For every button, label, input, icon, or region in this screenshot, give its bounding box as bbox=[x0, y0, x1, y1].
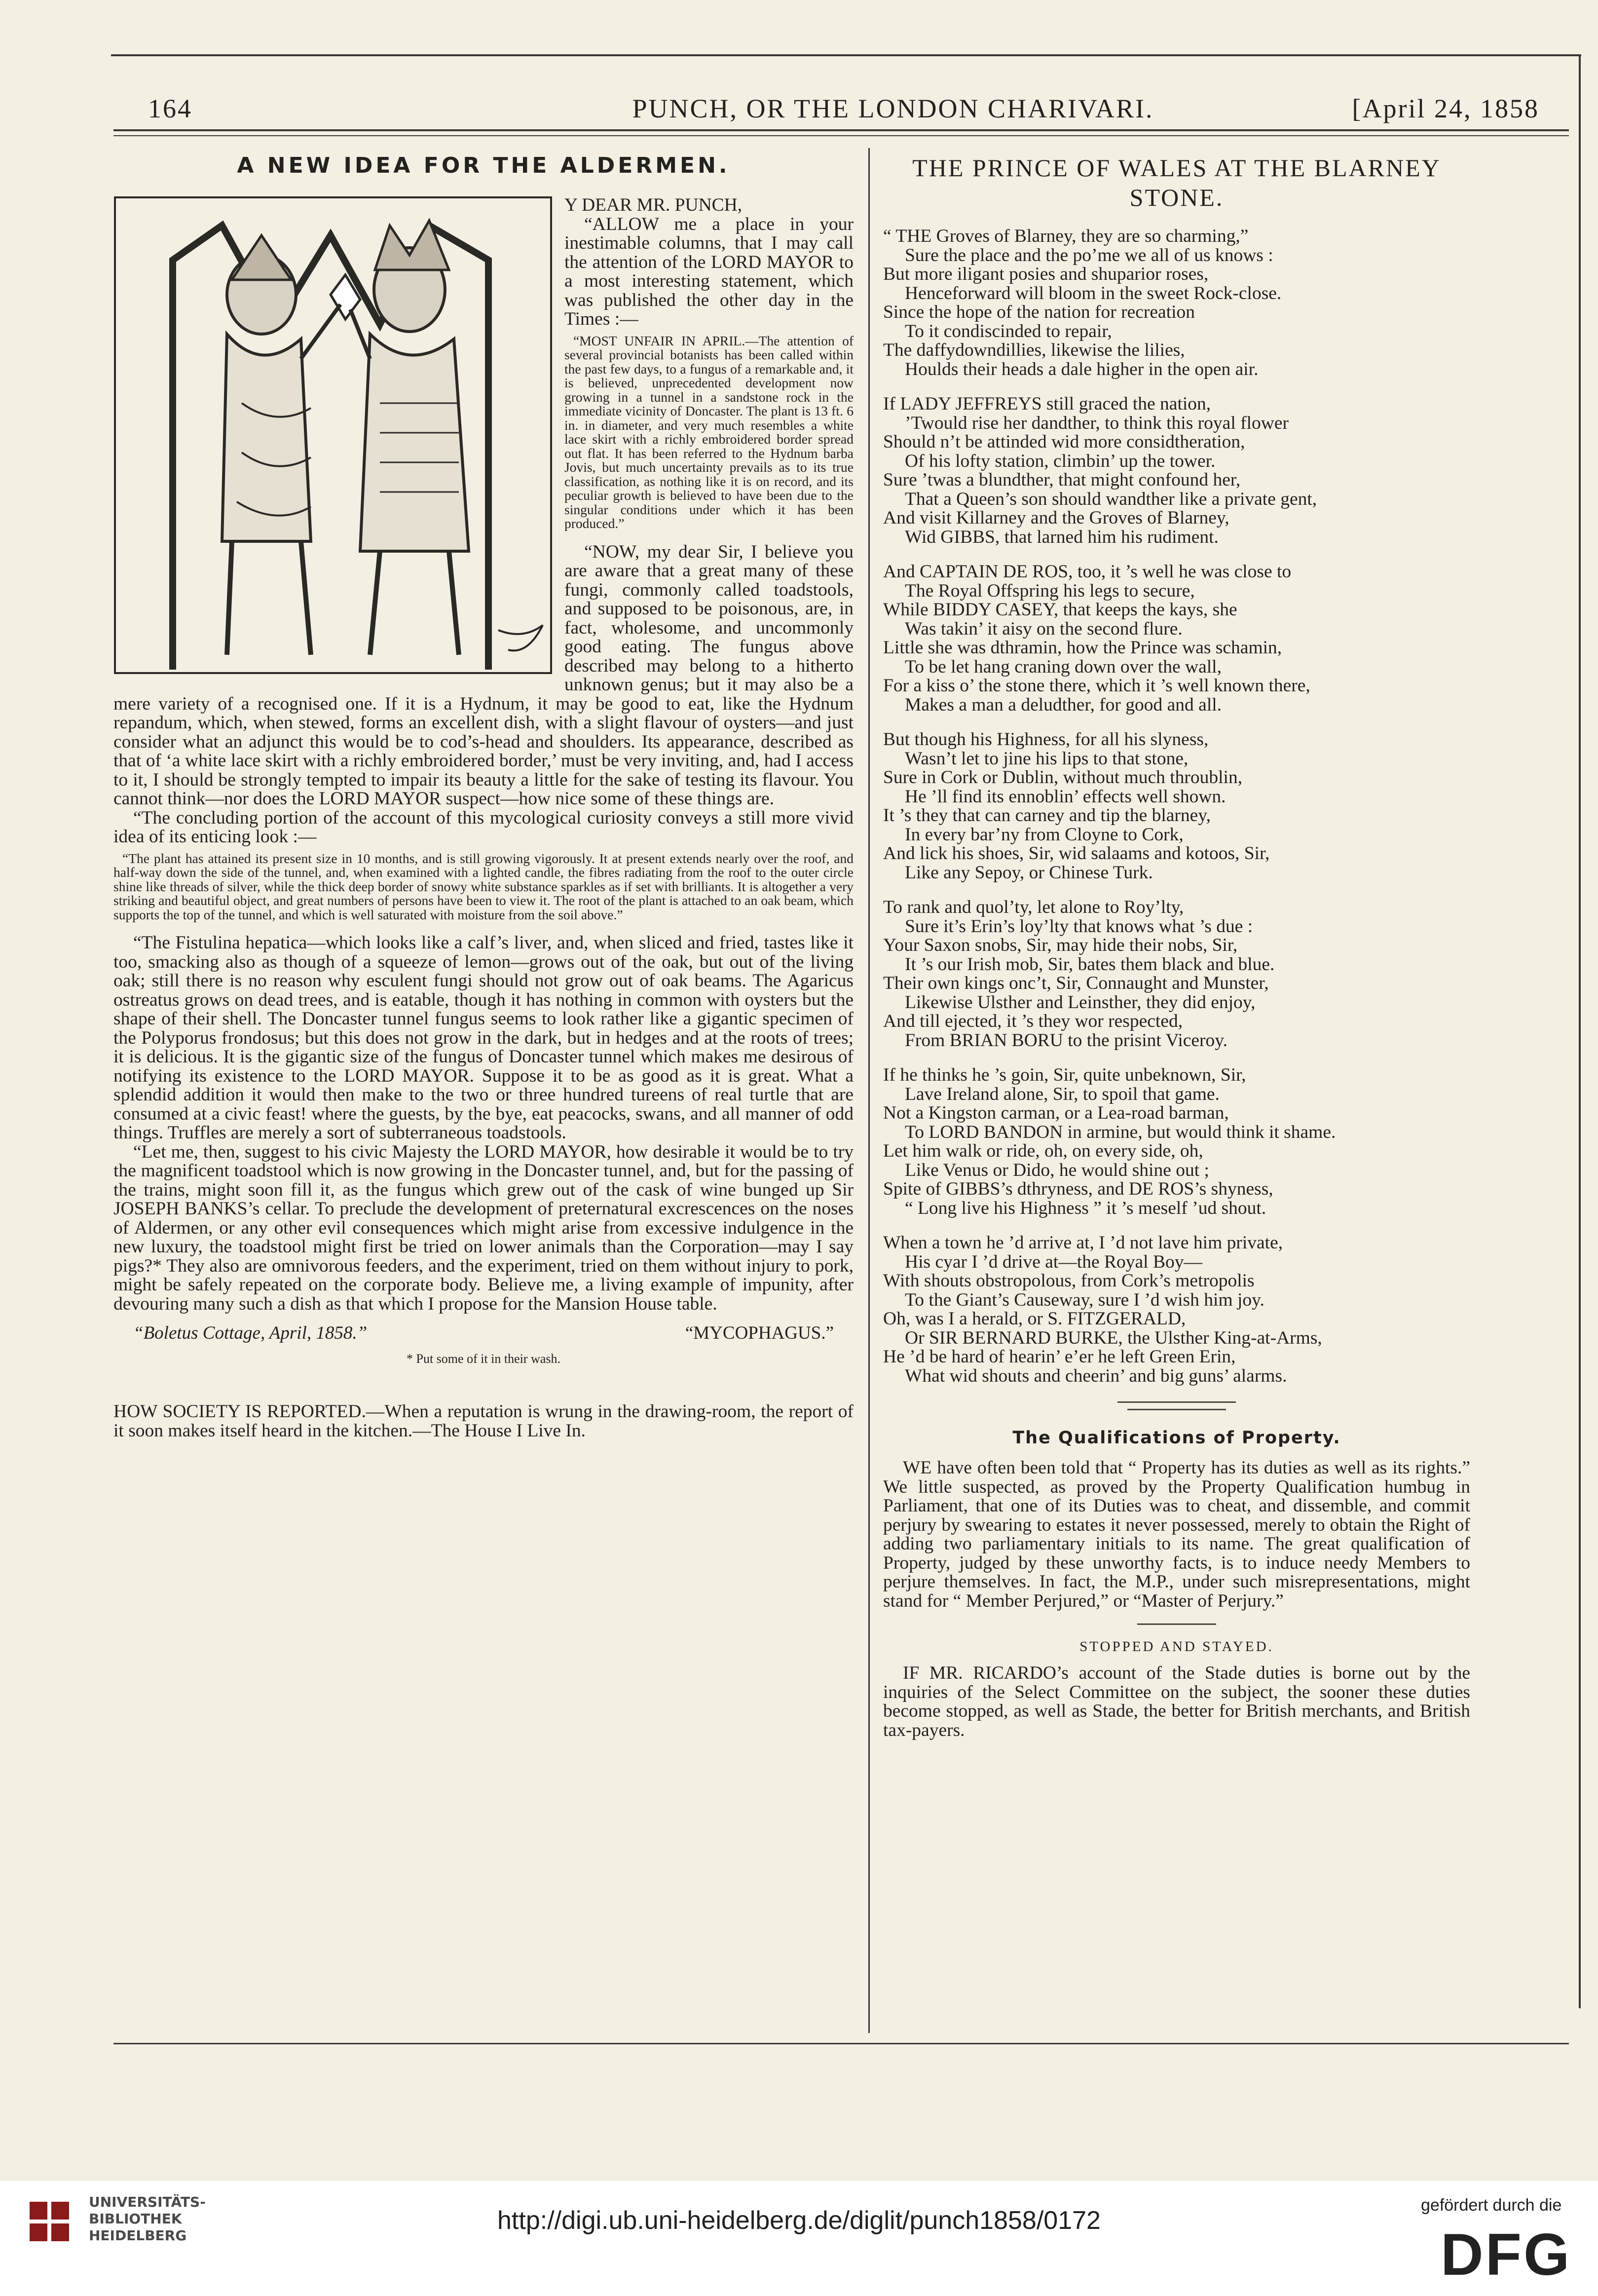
funding-caption: gefördert durch die bbox=[1421, 2196, 1562, 2215]
poem-line: Like any Sepoy, or Chinese Turk. bbox=[905, 862, 1153, 883]
poem-line: If LADY JEFFREYS still graced the nation, bbox=[883, 394, 1211, 414]
poem-line: It ’s our Irish mob, Sir, bates them black and blue. bbox=[905, 954, 1275, 975]
poem-line: Likewise Ulsther and Leinsther, they did enjoy, bbox=[905, 992, 1256, 1013]
poem-stanza bbox=[883, 730, 1470, 882]
header-rule-bottom bbox=[113, 135, 1569, 136]
poem-line: Houlds their heads a dale higher in the open air. bbox=[905, 359, 1259, 379]
qualifications-title: The Qualifications of Property. bbox=[1012, 1428, 1341, 1448]
poem-line: The Royal Offspring his legs to secure, bbox=[905, 580, 1195, 601]
poem-line: The daffydowndillies, likewise the lilies, bbox=[883, 340, 1185, 360]
poem-line: Oh, was I a herald, or S. FITZGERALD, bbox=[883, 1309, 1186, 1329]
masthead: PUNCH, OR THE LONDON CHARIVARI. bbox=[632, 94, 1154, 123]
poem-line: To rank and quol’ty, let alone to Roy’lty, bbox=[883, 897, 1184, 917]
poem-line: His cyar I ’d drive at—the Royal Boy— bbox=[905, 1251, 1202, 1272]
initial-letter-illustration bbox=[113, 196, 553, 675]
poem-line: If he thinks he ’s goin, Sir, quite unbeknown, Sir, bbox=[883, 1065, 1246, 1085]
account-quotation bbox=[113, 852, 854, 922]
poem-line: “ Long live his Highness ” it ’s meself ’ud shout. bbox=[905, 1198, 1266, 1218]
poem-line: For a kiss o’ the stone there, which it ’s well known there, bbox=[883, 676, 1310, 696]
poem-line: He ’ll find its ennoblin’ effects well shown. bbox=[905, 786, 1226, 807]
poem-line: While BIDDY CASEY, that keeps the kays, she bbox=[883, 600, 1237, 620]
poem-line: In every bar’ny from Cloyne to Cork, bbox=[905, 824, 1184, 845]
section-separator bbox=[1127, 1409, 1226, 1410]
poem-stanza bbox=[883, 898, 1470, 1050]
poem-line: Of his lofty station, climbin’ up the tower. bbox=[905, 451, 1216, 471]
section-separator bbox=[1117, 1401, 1236, 1403]
poem-line: Sure it’s Erin’s loy’lty that knows what ’s due : bbox=[905, 916, 1253, 937]
poem-line: He ’d be hard of hearin’ e’er he left Green Erin, bbox=[883, 1347, 1236, 1367]
left-column bbox=[113, 153, 854, 1440]
poem-line: To be let hang craning down over the wall, bbox=[905, 656, 1222, 677]
poem-line: Should n’t be attinded wid more considtheration, bbox=[883, 432, 1245, 452]
bottom-rule bbox=[113, 2043, 1569, 2044]
signature-line bbox=[113, 1323, 854, 1343]
body-paragraph-2: “The concluding portion of the account of this mycological curiosity conveys a still more vivid idea of its enticing look :— bbox=[113, 807, 854, 847]
intro-paragraph: “ALLOW me a place in your inestimable columns, that I may call the attention of the LORD MAYOR to a most interesting statement, which was published the other day in the Times :— bbox=[564, 214, 854, 329]
poem-body bbox=[883, 227, 1470, 1386]
poem-line: Was takin’ it aisy on the second flure. bbox=[905, 618, 1183, 639]
poem-line: Their own kings onc’t, Sir, Connaught and Munster, bbox=[883, 973, 1269, 993]
footer-band bbox=[0, 2181, 1598, 2296]
top-frame-rule bbox=[111, 54, 1581, 56]
source-url-link[interactable]: http://digi.ub.uni-heidelberg.de/diglit/punch1858/0172 bbox=[497, 2206, 1101, 2235]
dfg-logo: DFG bbox=[1441, 2221, 1572, 2288]
poem-line: To it condiscinded to repair, bbox=[905, 321, 1112, 341]
poem-line: To LORD BANDON in armine, but would think it shame. bbox=[905, 1122, 1336, 1142]
right-column bbox=[883, 153, 1470, 1740]
right-frame-rule bbox=[1579, 54, 1581, 2008]
poem-line: Makes a man a deludther, for good and all. bbox=[905, 694, 1222, 715]
poem-line: Sure the place and the po’me we all of us knows : bbox=[905, 245, 1273, 265]
poem-line: Henceforward will bloom in the sweet Rock-close. bbox=[905, 283, 1282, 303]
poem-line: And till ejected, it ’s they wor respected, bbox=[883, 1011, 1183, 1031]
poem-line: Not a Kingston carman, or a Lea-road barman, bbox=[883, 1103, 1229, 1123]
signature-place: “Boletus Cottage, April, 1858.” bbox=[133, 1323, 368, 1343]
poem-line: It ’s they that can carney and tip the blarney, bbox=[883, 805, 1211, 826]
poem-stanza bbox=[883, 563, 1470, 715]
poem-line: Spite of GIBBS’s dthryness, and DE ROS’s shyness, bbox=[883, 1179, 1273, 1199]
poem-line: To the Giant’s Causeway, sure I ’d wish him joy. bbox=[905, 1289, 1264, 1310]
poem-stanza bbox=[883, 1066, 1470, 1218]
poem-line: And visit Killarney and the Groves of Blarney, bbox=[883, 508, 1229, 528]
poem-line: ’Twould rise her dandther, to think this royal flower bbox=[905, 413, 1289, 433]
issue-date: [April 24, 1858 bbox=[1352, 94, 1539, 123]
column-divider bbox=[868, 148, 870, 2033]
poem-line: Or SIR BERNARD BURKE, the Ulsther King-at-Arms, bbox=[905, 1327, 1322, 1348]
library-name-line: BIBLIOTHEK bbox=[89, 2211, 182, 2227]
signature-name: “MYCOPHAGUS.” bbox=[685, 1323, 834, 1343]
poem-stanza bbox=[883, 1234, 1470, 1386]
page-number: 164 bbox=[148, 94, 192, 123]
header-rule-top bbox=[113, 129, 1569, 131]
poem-line: But though his Highness, for all his slyness, bbox=[883, 729, 1209, 750]
poem-line: But more iligant posies and shuparior roses, bbox=[883, 264, 1209, 284]
poem-line: Your Saxon snobs, Sir, may hide their nobs, Sir, bbox=[883, 935, 1238, 955]
stopped-paragraph: IF MR. RICARDO’s account of the Stade duties is borne out by the inquiries of the Select Committee on the subject, the sooner these duties become stopped, as well as Stade, the better for British merchants, and British tax-payers. bbox=[883, 1663, 1470, 1740]
poem-line: “ THE Groves of Blarney, they are so charming,” bbox=[883, 226, 1249, 246]
library-name-line: UNIVERSITÄTS- bbox=[89, 2194, 206, 2210]
poem-line: Sure in Cork or Dublin, without much throublin, bbox=[883, 767, 1243, 788]
salutation: Y DEAR MR. PUNCH, bbox=[564, 195, 743, 215]
qualifications-paragraph: WE have often been told that “ Property has its duties as well as its rights.” We little suspected, as proved by the Property Qualification humbug in Parliament, that one of its Duties was to cheat, and dissemble, and commit perjury by swearing to estates it never possessed, merely to obtain the Right of adding two parliamentary initials to its name. The great qualification of Property, judged by these unworthy facts, is to induce needy Members to perjure themselves. In fact, the M.P., under such misrepresentations, might stand for “ Member Perjured,” or “Master of Perjury.” bbox=[883, 1458, 1470, 1611]
library-name-line: HEIDELBERG bbox=[89, 2227, 187, 2244]
poem-line: Let him walk or ride, oh, on every side, oh, bbox=[883, 1141, 1203, 1161]
poem-line: Wasn’t let to jine his lips to that stone, bbox=[905, 748, 1189, 769]
poem-stanza bbox=[883, 395, 1470, 547]
society-paragraph: HOW SOCIETY IS REPORTED.—When a reputation is wrung in the drawing-room, the report of it soon makes itself heard in the kitchen.—The House I Live In. bbox=[113, 1401, 854, 1441]
section-separator bbox=[1137, 1623, 1216, 1625]
poem-line: And lick his shoes, Sir, wid salaams and kotoos, Sir, bbox=[883, 843, 1270, 864]
poem-title: THE PRINCE OF WALES AT THE BLARNEY STONE. bbox=[912, 154, 1441, 211]
poem-line: And CAPTAIN DE ROS, too, it ’s well he was close to bbox=[883, 562, 1292, 582]
poem-line: Like Venus or Dido, he would shine out ; bbox=[905, 1160, 1209, 1180]
times-quotation-text: “MOST UNFAIR IN APRIL.—The attention of several provincial botanists has been called within the past few days, to a fungus of a remarkable and, it is believed, unprecedented development now growing in a tunnel in a sandstone rock in the immediate vicinity of Doncaster. The plant is 13 ft. 6 in. in diameter, and very much resembles a white lace skirt with a richly embroidered border spread out flat. It has been referred to the Hydnum barba Jovis, but much uncertainty prevails as to its true classification, as nothing like it is on record, and its peculiar growth is believed to have been due to the singular conditions under which it has been produced.” bbox=[564, 333, 854, 531]
poem-line: Wid GIBBS, that larned him his rudiment. bbox=[905, 527, 1219, 547]
poem-stanza bbox=[883, 227, 1470, 379]
body-paragraph-3: “The Fistulina hepatica—which looks like a calf’s liver, and, when sliced and fried, tastes like it too, smacking also as though of a squeeze of lemon—grows out of the oak, but out of the living oak; still there is no reason why esculent fungi should not grow out of oak beams. The Agaricus ostreatus grows on dead trees, and is eatable, though it has nothing in common with oysters but the shape of their shell. The Doncaster tunnel fungus seems to look rather like a gigantic specimen of the Polyporus frondosus; but this does not grow in the dark, but in hedges and at the roots of trees; it is delicious. It is the gigantic size of the fungus of Doncaster tunnel which makes me desirous of notifying its existence to the LORD MAYOR. Suppose it to be as good as it is great. What a splendid addition it would then make to the two or three hundred tureens of real turtle that are consumed at a civic feast! where the guests, by the bye, eat peacocks, swans, and all manner of odd things. Truffles are merely a sort of subterraneous toadstools. bbox=[113, 933, 854, 1143]
stopped-title: STOPPED AND STAYED. bbox=[1079, 1639, 1274, 1655]
body-paragraph-4: “Let me, then, suggest to his civic Majesty the LORD MAYOR, how desirable it would be to try the magnificent toadstool which is now growing in the Doncaster tunnel, and, but for the passing of the trains, might soon fill it, as the fungus which grew out of the cask of wine bunged up Sir JOSEPH BANKS’s cellar. To preclude the development of preternatural excrescences on the noses of Aldermen, or any other evil consequences which might arise from excessive indulgence in the new luxury, the toadstool might first be tried on lower animals than the Corporation—may I say pigs?* They also are omnivorous feeders, and the experiment, tried on them without injury to pork, might be safely repeated on the corporate body. Believe me, a living example of impunity, after devouring many such a dish as that which I propose for the Mansion House table. bbox=[113, 1141, 854, 1314]
poem-line: Since the hope of the nation for recreation bbox=[883, 302, 1195, 322]
footnote: * Put some of it in their wash. bbox=[407, 1352, 560, 1366]
account-quotation-text: “The plant has attained its present size in 10 months, and is still growing vigorously. It at present extends nearly over the roof, and half-way down the side of the tunnel, and, when examined with a lighted candle, the fibres radiating from the roof to the outer circle shine like threads of silver, while the thick deep border of snowy white substance sparkles as if set with brilliants. It is altogether a very striking and beautiful object, and great numbers of persons have been to view it. The root of the plant is attached to an oak beam, which supports the top of the tunnel, and which is well saturated with moisture from the soil above.” bbox=[113, 850, 854, 922]
poem-line: From BRIAN BORU to the prisint Viceroy. bbox=[905, 1030, 1227, 1051]
poem-line: What wid shouts and cheerin’ and big guns’ alarms. bbox=[905, 1365, 1287, 1386]
poem-line: Sure ’twas a blundther, that might confound her, bbox=[883, 470, 1241, 490]
article-title: A NEW IDEA FOR THE ALDERMEN. bbox=[237, 153, 730, 178]
body-paragraph-1: “NOW, my dear Sir, I believe you are aware that a great many of these fungi, commonly called toadstools, and supposed to be poisonous, are, in fact, wholesome, and uncommonly good eating. The fungus above described may belong to a hitherto unknown genus; but it may also be a mere variety of a recognised one. If it is a Hydnum, it may be good to eat, like the Hydnum repandum, which, when stewed, forms an excellent dish, with a slight flavour of oysters—and just consider what an adjunct this would be to cod’s-head and shoulders. Its appearance, described as that of ‘a white lace skirt with a richly embroidered border,’ must be very inviting, and, had I access to it, I should be strongly tempted to impair its beauty a little for the sake of testing its flavour. You cannot think—nor does the LORD MAYOR suspect—how nice some of these things are. bbox=[113, 541, 854, 809]
poem-line: With shouts obstropolous, from Cork’s metropolis bbox=[883, 1271, 1255, 1291]
poem-line: That a Queen’s son should wandther like a private gent, bbox=[905, 489, 1317, 509]
poem-line: Lave Ireland alone, Sir, to spoil that game. bbox=[905, 1084, 1220, 1104]
poem-line: When a town he ’d arrive at, I ’d not lave him private, bbox=[883, 1233, 1283, 1253]
poem-line: Little she was dthramin, how the Prince was schamin, bbox=[883, 638, 1282, 658]
